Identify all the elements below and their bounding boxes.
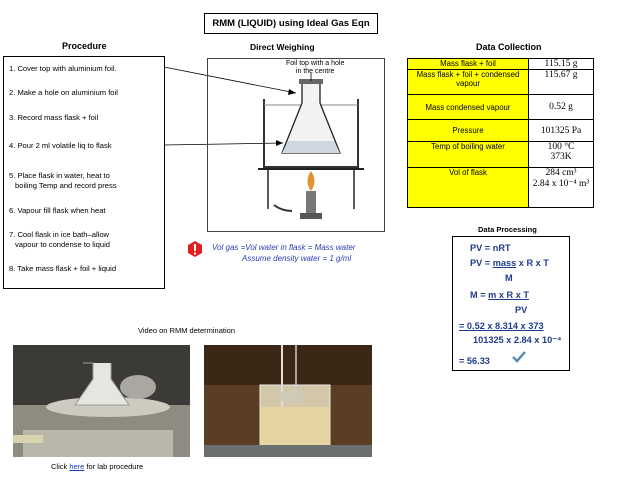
table-row: Mass condensed vapour 0.52 g xyxy=(408,95,594,120)
flask-heating-illustration xyxy=(208,59,384,231)
alert-icon xyxy=(186,240,204,258)
diagram-label: Foil top with a hole in the centre xyxy=(286,60,345,75)
balance-photo xyxy=(13,345,190,457)
lab-procedure-link[interactable]: here xyxy=(69,462,85,471)
lab-procedure-link-line: Click here for lab procedure xyxy=(51,462,144,471)
data-processing-heading: Data Processing xyxy=(478,225,537,234)
step-6: 6. Vapour fill flask when heat xyxy=(9,206,106,215)
video-caption: Video on RMM determination xyxy=(138,326,235,335)
calc-line-3: M xyxy=(505,273,513,283)
step-4: 4. Pour 2 ml volatile liq to flask xyxy=(9,141,112,150)
step-5: 5. Place flask in water, heat to xyxy=(9,171,110,180)
direct-weighing-heading: Direct Weighing xyxy=(250,42,315,52)
calc-line-1: PV = nRT xyxy=(470,243,511,253)
page-title: RMM (LIQUID) using Ideal Gas Eqn xyxy=(204,13,378,34)
calc-line-7: 101325 x 2.84 x 10⁻⁴ xyxy=(473,335,562,345)
step-2: 2. Make a hole on aluminium foil xyxy=(9,88,118,97)
calc-line-6: = 0.52 x 8.314 x 373 xyxy=(459,321,544,331)
procedure-box xyxy=(3,56,165,289)
table-row: Pressure 101325 Pa xyxy=(408,120,594,142)
data-collection-table xyxy=(407,58,594,208)
calc-line-5: PV xyxy=(515,305,528,315)
step-1: 1. Cover top with aluminium foil. xyxy=(9,64,117,73)
calc-line-4: M = m x R x T xyxy=(470,290,529,300)
step-7-cont: vapour to condense to liquid xyxy=(15,240,110,249)
step-5-cont: boiling Temp and record press xyxy=(15,181,117,190)
step-7: 7. Cool flask in ice bath–allow xyxy=(9,230,110,239)
table-row: Mass flask + foil 115.15 g xyxy=(408,59,594,70)
calc-line-2: PV = mass x R x T xyxy=(470,258,549,268)
table-row: Vol of flask 284 cm³ 2.84 x 10⁻⁴ m³ xyxy=(408,168,594,208)
balance-illustration xyxy=(13,345,190,457)
step-3: 3. Record mass flask + foil xyxy=(9,113,99,122)
checkmark-icon xyxy=(511,350,527,364)
volume-note-line-1: Vol gas =Vol water in flask = Mass water xyxy=(212,243,356,252)
heating-photo xyxy=(204,345,372,457)
table-row: Mass flask + foil + condensed vapour 115.67 g xyxy=(408,70,594,95)
step-8: 8. Take mass flask + foil + liquid xyxy=(9,264,117,273)
data-collection-heading: Data Collection xyxy=(476,42,542,52)
calc-result: = 56.33 xyxy=(459,356,490,366)
volume-note-line-2: Assume density water = 1 g/ml xyxy=(242,254,352,263)
flask-diagram xyxy=(207,58,385,232)
procedure-heading: Procedure xyxy=(62,41,107,51)
heating-beaker-illustration xyxy=(204,345,372,457)
data-processing-box xyxy=(452,236,570,371)
table-row: Temp of boiling water 100 °C 373K xyxy=(408,142,594,168)
